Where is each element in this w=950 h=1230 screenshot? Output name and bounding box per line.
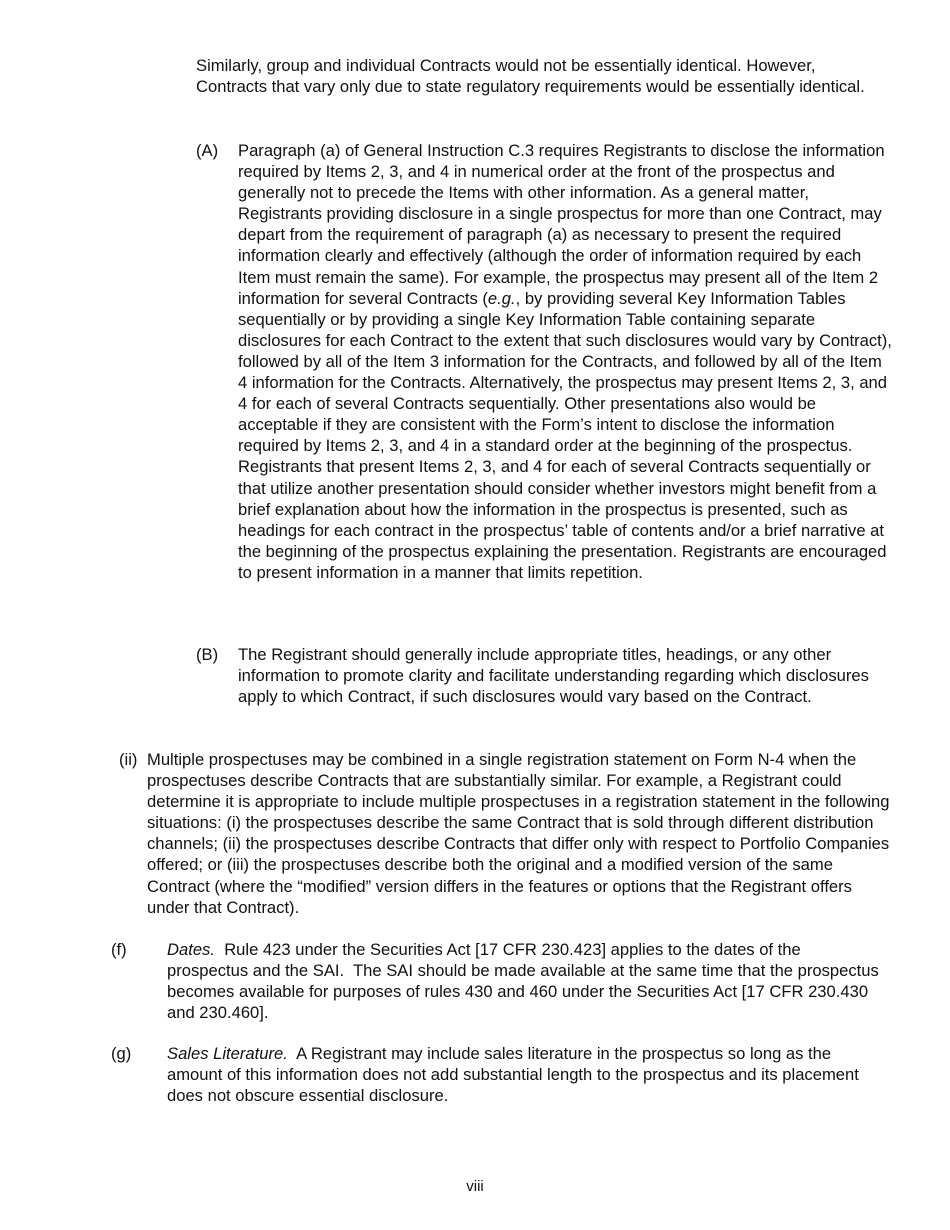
list-item-f-text: [167, 939, 883, 1023]
list-item-g-body: A Registrant may include sales literature in the prospectus so long as the amount of this information does not add substantial length to the prospectus and its placement does not obscure essential disclosure.: [167, 1044, 864, 1106]
page-number: viii: [466, 1178, 484, 1195]
list-marker-g: (g): [111, 1044, 132, 1063]
list-item-A-italic: e.g.: [487, 288, 516, 308]
list-item-f-body: Rule 423 under the Securities Act [17 CFR 230.423] applies to the dates of the prospectus and the SAI. The SAI should be made available at the same time that the prospectus becomes available for purposes of rules 430 and 460 under the Securities Act [17 CFR 230.430 and 230.460].: [167, 940, 884, 1023]
list-item-B-text: The Registrant should generally include appropriate titles, headings, or any other information to promote clarity and facilitate understanding regarding which disclosures apply to which Contract, if such disclosures would vary based on the Contract.: [238, 645, 869, 707]
list-marker-B: (B): [196, 645, 219, 664]
list-item-A-text-part1: Paragraph (a) of General Instruction C.3 requires Registrants to disclose the information required by Items 2, 3, and 4 in numerical order at the front of the prospectus and generally not to precede the Items with other information. As a general matter, Registrants providing disclosure in a single prospectus for more than one Contract, may depart from the requirement of paragraph (a) as necessary to present the required information clearly and effectively (although the order of information required by each Item must remain the same). For example, the prospectus may present all of the Item 2 information for several Contracts (: [238, 141, 885, 308]
intro-paragraph: Similarly, group and individual Contracts would not be essentially identical. However, Contracts that vary only due to state regulatory requirements would be essentially identical.: [196, 56, 865, 97]
list-item-f-heading: Dates.: [167, 940, 215, 959]
list-marker-f: (f): [111, 940, 127, 959]
list-marker-A: (A): [196, 141, 219, 160]
list-marker-ii: (ii): [119, 750, 138, 769]
list-item-g-heading: Sales Literature.: [167, 1044, 288, 1063]
list-item-g-text: [167, 1043, 883, 1106]
list-item-A-text: [238, 140, 892, 583]
list-item-ii-text: Multiple prospectuses may be combined in a single registration statement on Form N-4 when the prospectuses describe Contracts that are substantially similar. For example, a Registrant could determine it is appropriate to include multiple prospectuses in a registration statement in the following situations: (i) the prospectuses describe the same Contract that is sold through different distribution channels; (ii) the prospectuses describe Contracts that differ only with respect to Portfolio Companies offered; or (iii) the prospectuses describe both the original and a modified version of the same Contract (where the “modified” version differs in the features or options that the Registrant offers under that Contract).: [147, 750, 890, 917]
list-item-A-text-part2: , by providing several Key Information Tables sequentially or by providing a single Key Information Table containing separate disclosures for each Contract to the extent that such disclosures would vary by Contract), followed by all of the Item 3 information for the Contracts, and followed by all of the Item 4 information for the Contracts. Alternatively, the prospectus may present Items 2, 3, and 4 for each of several Contracts sequentially. Other presentations also would be acceptable if they are consistent with the Form’s intent to disclose the information required by Items 2, 3, and 4 in a standard order at the beginning of the prospectus. Registrants that present Items 2, 3, and 4 for each of several Contracts sequentially or that utilize another presentation should consider whether investors might benefit from a brief explanation about how the information in the prospectus is presented, such as headings for each contract in the prospectus’ table of contents and/or a brief narrative at the beginning of the prospectus explaining the presentation. Registrants are encouraged to present information in a manner that limits repetition.: [238, 288, 892, 582]
